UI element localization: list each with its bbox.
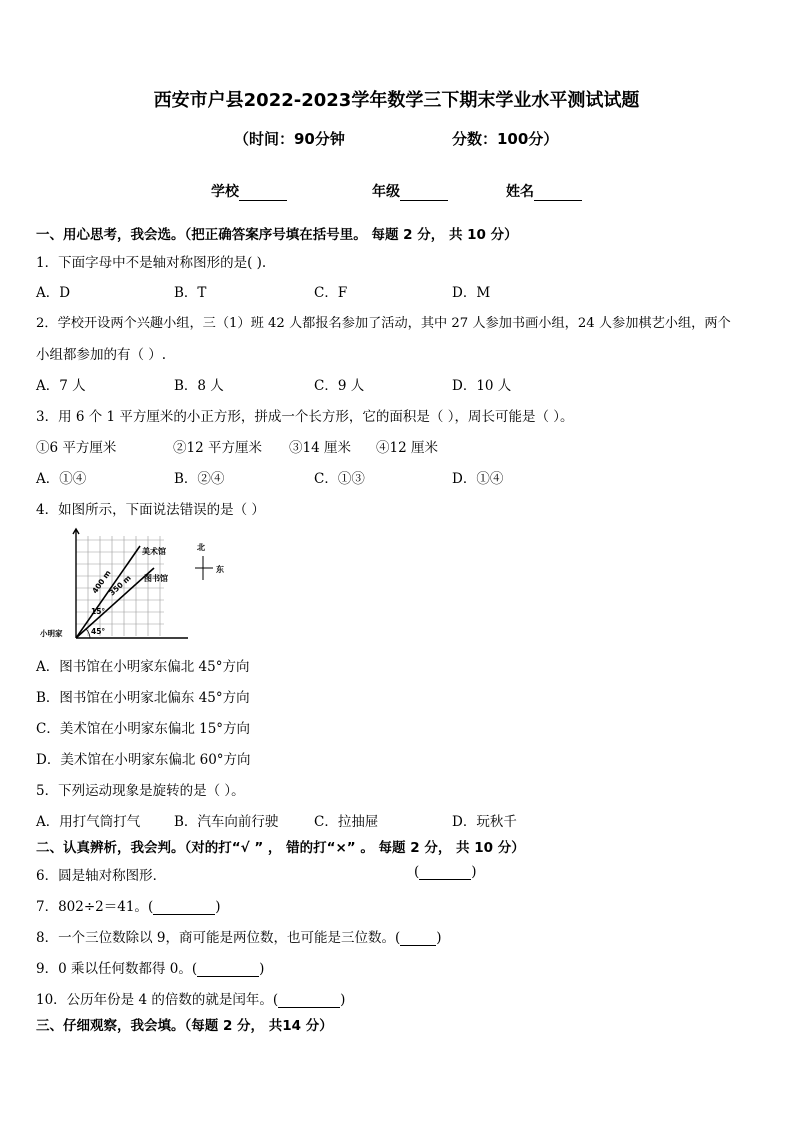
path-to-library: [76, 568, 154, 638]
east-label: 东: [216, 565, 224, 574]
school-label: 学校: [211, 184, 239, 200]
q5-option-c[interactable]: C．拉抽屉: [314, 814, 379, 830]
question-8: 8．一个三位数除以 9，商可能是两位数，也可能是三位数。( ): [36, 930, 442, 946]
home-label: 小明家: [40, 629, 63, 638]
axes: [73, 529, 188, 638]
q3-item-2: ②12 平方厘米: [173, 440, 262, 456]
q3-option-c[interactable]: C．①③: [314, 471, 365, 487]
school-blank[interactable]: [239, 186, 287, 201]
section-2-heading: 二、认真辨析，我会判。（对的打“√ ” ， 错的打“×” 。 每题 2 分， 共 10 分）: [36, 840, 525, 856]
q1-option-a[interactable]: A．D: [36, 285, 71, 301]
exam-score: 分数：100分）: [452, 130, 559, 148]
q7-answer-blank[interactable]: [153, 900, 215, 915]
name-blank[interactable]: [534, 186, 582, 201]
question-10: 10．公历年份是 4 的倍数的就是闰年。( ): [36, 992, 346, 1008]
question-2-line-2: 小组都参加的有（ ）.: [36, 347, 167, 363]
q3-option-a[interactable]: A．①④: [36, 471, 87, 487]
name-field: [506, 181, 582, 201]
page-title: 西安市户县2022-2023学年数学三下期末学业水平测试试题: [153, 90, 640, 111]
q3-item-3: ③14 厘米: [289, 440, 351, 456]
q4-option-c[interactable]: C．美术馆在小明家东偏北 15°方向: [36, 721, 251, 737]
compass-icon: [195, 556, 213, 580]
section-1-heading: 一、用心思考，我会选。（把正确答案序号填在括号里。 每题 2 分， 共 10 分）: [36, 227, 518, 243]
grade-blank[interactable]: [400, 186, 448, 201]
question-7: 7．802÷2＝41。( ): [36, 899, 221, 915]
question-5: 5．下列运动现象是旋转的是（ ）。: [36, 783, 245, 799]
grade-label: 年级: [372, 184, 400, 200]
q10-answer-blank[interactable]: [278, 993, 340, 1008]
library-label: 图书馆: [144, 574, 168, 583]
section-3-heading: 三、仔细观察，我会填。（每题 2 分， 共14 分）: [36, 1018, 333, 1034]
direction-map-figure: [40, 526, 240, 648]
q8-answer-blank[interactable]: [400, 931, 436, 946]
question-1: 1．下面字母中不是轴对称图形的是( ).: [36, 255, 267, 271]
q3-item-1: ①6 平方厘米: [36, 440, 117, 456]
q2-option-a[interactable]: A．7 人: [36, 378, 86, 394]
q6-answer-blank[interactable]: ( ): [414, 864, 477, 880]
angle-45-label: 45°: [91, 627, 106, 636]
q2-option-d[interactable]: D．10 人: [452, 378, 512, 394]
q1-option-b[interactable]: B．T: [174, 285, 207, 301]
q9-answer-blank[interactable]: [197, 962, 259, 977]
q4-option-a[interactable]: A．图书馆在小明家东偏北 45°方向: [36, 659, 250, 675]
q5-option-a[interactable]: A．用打气筒打气: [36, 814, 141, 830]
q1-option-c[interactable]: C．F: [314, 285, 348, 301]
q4-option-d[interactable]: D．美术馆在小明家东偏北 60°方向: [36, 752, 251, 768]
distance-library: 350 m: [107, 573, 133, 598]
north-label: 北: [197, 543, 205, 552]
angle-15-label: 15°: [91, 607, 106, 616]
q3-item-4: ④12 厘米: [376, 440, 438, 456]
distance-museum: 400 m: [90, 568, 113, 596]
q3-option-d[interactable]: D．①④: [452, 471, 504, 487]
grade-field: [372, 181, 448, 201]
question-2-line-1: 2．学校开设两个兴趣小组，三（1）班 42 人都报名参加了活动，其中 27 人参加书画小组，24 人参加棋艺小组，两个: [36, 316, 731, 331]
question-9: 9．0 乘以任何数都得 0。( ): [36, 961, 265, 977]
name-label: 姓名: [506, 184, 534, 200]
school-field: [211, 181, 287, 201]
q2-option-c[interactable]: C．9 人: [314, 378, 365, 394]
q5-option-b[interactable]: B．汽车向前行驶: [174, 814, 279, 830]
q2-option-b[interactable]: B．8 人: [174, 378, 224, 394]
q5-option-d[interactable]: D．玩秋千: [452, 814, 517, 830]
q1-option-d[interactable]: D．M: [452, 285, 491, 301]
q3-option-b[interactable]: B．②④: [174, 471, 225, 487]
question-6: 6．圆是轴对称图形．: [36, 868, 167, 884]
museum-label: 美术馆: [142, 547, 166, 556]
exam-time: （时间：90分钟: [234, 130, 345, 148]
q4-option-b[interactable]: B．图书馆在小明家北偏东 45°方向: [36, 690, 250, 706]
question-4: 4．如图所示，下面说法错误的是（ ）: [36, 502, 265, 518]
question-3: 3．用 6 个 1 平方厘米的小正方形，拼成一个长方形，它的面积是（ ），周长可能是（ ）。: [36, 409, 574, 425]
